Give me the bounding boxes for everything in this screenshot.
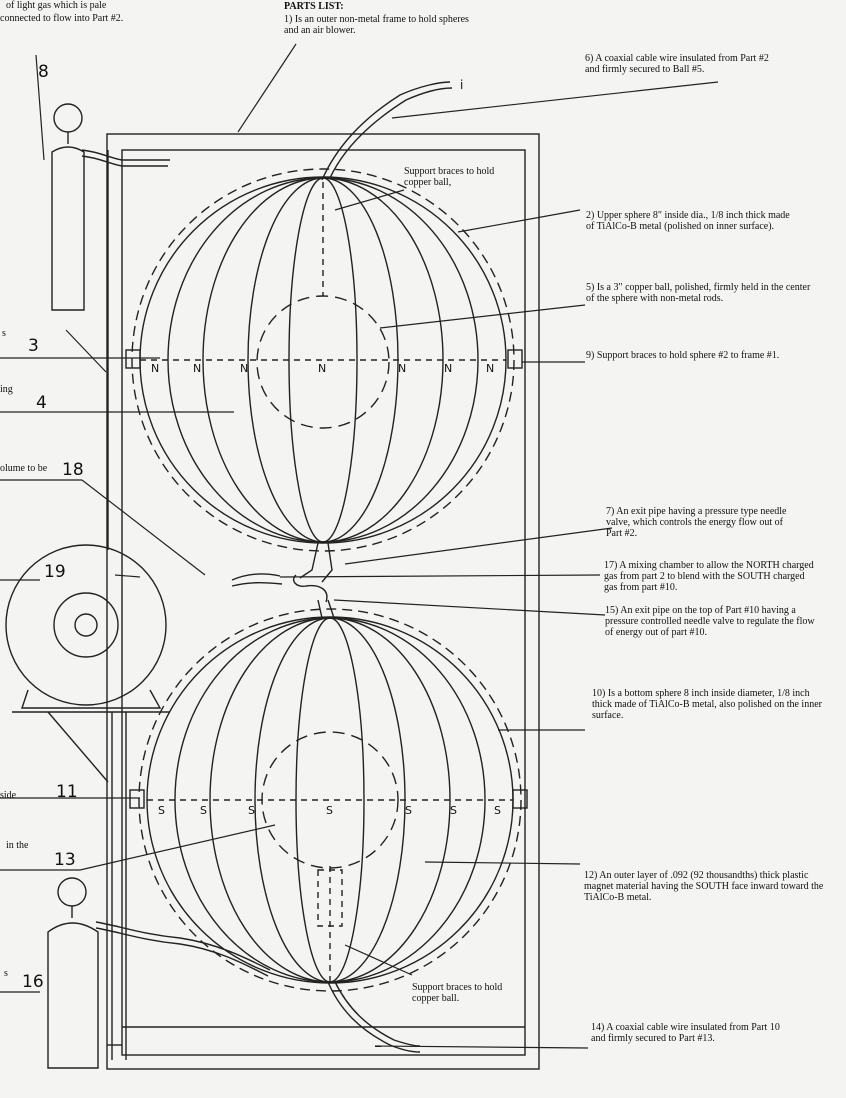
sphere-support-braces	[126, 350, 527, 808]
number-16: 16	[22, 972, 44, 992]
part-5-description: 5) Is a 3" copper ball, polished, firmly held in the center of the sphere with non-metal rods.	[586, 282, 811, 304]
top-left-fragment-2: connected to flow into Part #2.	[0, 13, 124, 24]
left-fragment-2: ing	[0, 384, 13, 395]
left-fragment-5: in the	[6, 840, 29, 851]
north-marker: N	[444, 362, 453, 375]
number-18: 18	[62, 460, 84, 480]
part-15-description: 15) An exit pipe on the top of Part #10 having a pressure controlled needle valve to regulate the flow of energy out of part #10.	[605, 605, 815, 638]
number-8: 8	[38, 62, 49, 82]
south-marker: S	[158, 804, 165, 817]
left-fragment-4: side	[0, 790, 17, 801]
south-marker: S	[326, 804, 333, 817]
number-3: 3	[28, 336, 39, 356]
top-left-fragment-1: of light gas which is pale	[6, 0, 107, 11]
north-marker: N	[318, 362, 327, 375]
part-9-description: 9) Support braces to hold sphere #2 to frame #1.	[586, 350, 780, 361]
north-marker: N	[486, 362, 495, 375]
left-fragment-1: s	[2, 328, 6, 339]
part-10-description: 10) Is a bottom sphere 8 inch inside diameter, 1/8 inch thick made of TiAlCo-B metal, also polished on the inner surface.	[592, 688, 822, 721]
part-17-description: 17) A mixing chamber to allow the NORTH charged gas from part 2 to blend with the SOUTH charged gas from part #10.	[604, 560, 814, 593]
north-marker: N	[398, 362, 407, 375]
part-2-description: 2) Upper sphere 8" inside dia., 1/8 inch thick made of TiAlCo-B metal (polished on inner surface).	[586, 210, 790, 232]
north-marker: N	[240, 362, 249, 375]
part-7-description: 7) An exit pipe having a pressure type needle valve, which controls the energy flow out of Part #2.	[606, 506, 787, 539]
number-11: 11	[56, 782, 78, 802]
cable-top-mark: i	[460, 78, 464, 92]
braces-bottom-label: Support braces to hold copper ball.	[412, 982, 503, 1004]
south-marker: S	[494, 804, 501, 817]
north-marker: N	[193, 362, 202, 375]
south-marker: S	[450, 804, 457, 817]
bottom-gas-cylinder	[48, 878, 270, 1068]
number-19: 19	[44, 562, 66, 582]
left-fragment-3: olume to be	[0, 463, 48, 474]
number-13: 13	[54, 850, 76, 870]
south-marker: S	[248, 804, 255, 817]
north-marker: N	[151, 362, 160, 375]
part-14-description: 14) A coaxial cable wire insulated from Part 10 and firmly secured to Part #13.	[591, 1022, 780, 1044]
left-fragment-6: s	[4, 968, 8, 979]
braces-top-label: Support braces to hold copper ball,	[404, 166, 495, 188]
part-1-description: 1) Is an outer non-metal frame to hold spheres and an air blower.	[284, 14, 469, 36]
mixing-chamber	[232, 543, 334, 618]
top-gas-cylinder	[52, 104, 170, 310]
part-6-description: 6) A coaxial cable wire insulated from Part #2 and firmly secured to Ball #5.	[585, 53, 769, 75]
number-4: 4	[36, 393, 47, 413]
south-marker: S	[200, 804, 207, 817]
south-marker: S	[405, 804, 412, 817]
part-12-description: 12) An outer layer of .092 (92 thousandths) thick plastic magnet material having the SOUTH face inward toward the TiAlCo-B metal.	[584, 870, 824, 903]
parts-list-heading: PARTS LIST:	[284, 1, 344, 12]
